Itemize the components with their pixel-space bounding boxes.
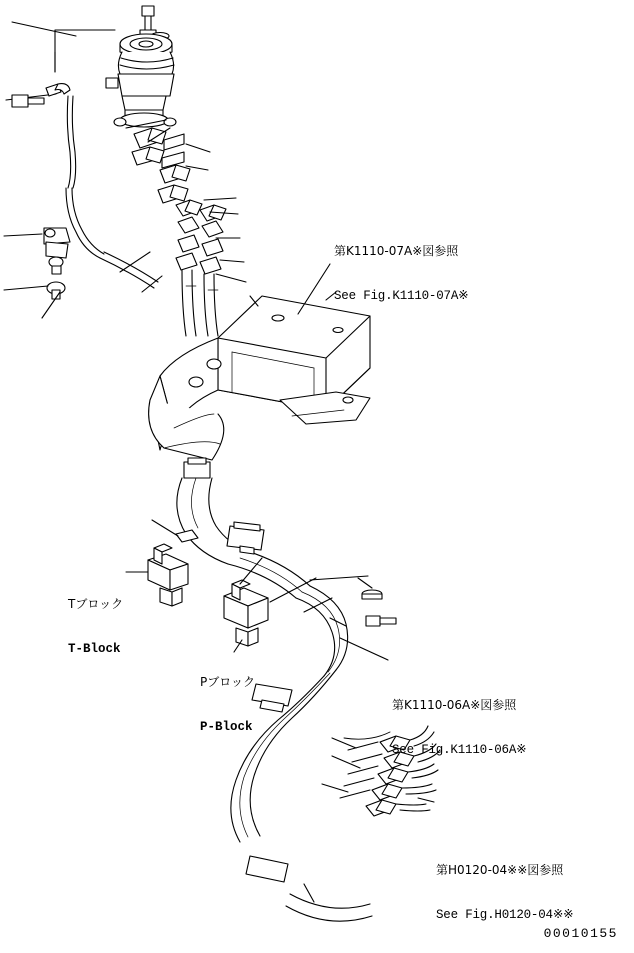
- annotation-ref-h0120-04-en: See Fig.H0120-04※※: [436, 908, 574, 922]
- nipple-left: [46, 84, 70, 96]
- clamp-bracket-left: [44, 228, 70, 299]
- p-block-part: [224, 580, 268, 646]
- annotation-ref-k1110-06a: [392, 668, 526, 788]
- fitting-cluster-upper: [132, 128, 226, 274]
- annotation-ref-h0120-04-jp: 第H0120-04※※図参照: [436, 863, 564, 877]
- label-p-block: [200, 645, 255, 765]
- drawing-number: 00010155: [543, 926, 618, 941]
- bolt-and-washer: [362, 590, 396, 626]
- annotation-ref-k1110-06a-jp: 第K1110-06A※図参照: [392, 698, 517, 712]
- label-p-block-jp: Pブロック: [200, 675, 255, 689]
- label-p-block-en: P-Block: [200, 720, 253, 734]
- joystick-valve-assembly: [106, 6, 176, 127]
- annotation-ref-k1110-07a-jp: 第K1110-07A※図参照: [334, 244, 459, 258]
- bolt-top-left: [12, 95, 44, 107]
- t-block-part: [148, 530, 198, 606]
- annotation-ref-k1110-07a-en: See Fig.K1110-07A※: [334, 289, 469, 303]
- label-t-block: [68, 567, 123, 687]
- annotation-ref-k1110-06a-en: See Fig.K1110-06A※: [392, 743, 527, 757]
- label-t-block-jp: Tブロック: [68, 597, 124, 611]
- label-t-block-en: T-Block: [68, 642, 121, 656]
- annotation-ref-k1110-07a: [334, 214, 468, 334]
- ppc-hose-bundle: [182, 270, 218, 336]
